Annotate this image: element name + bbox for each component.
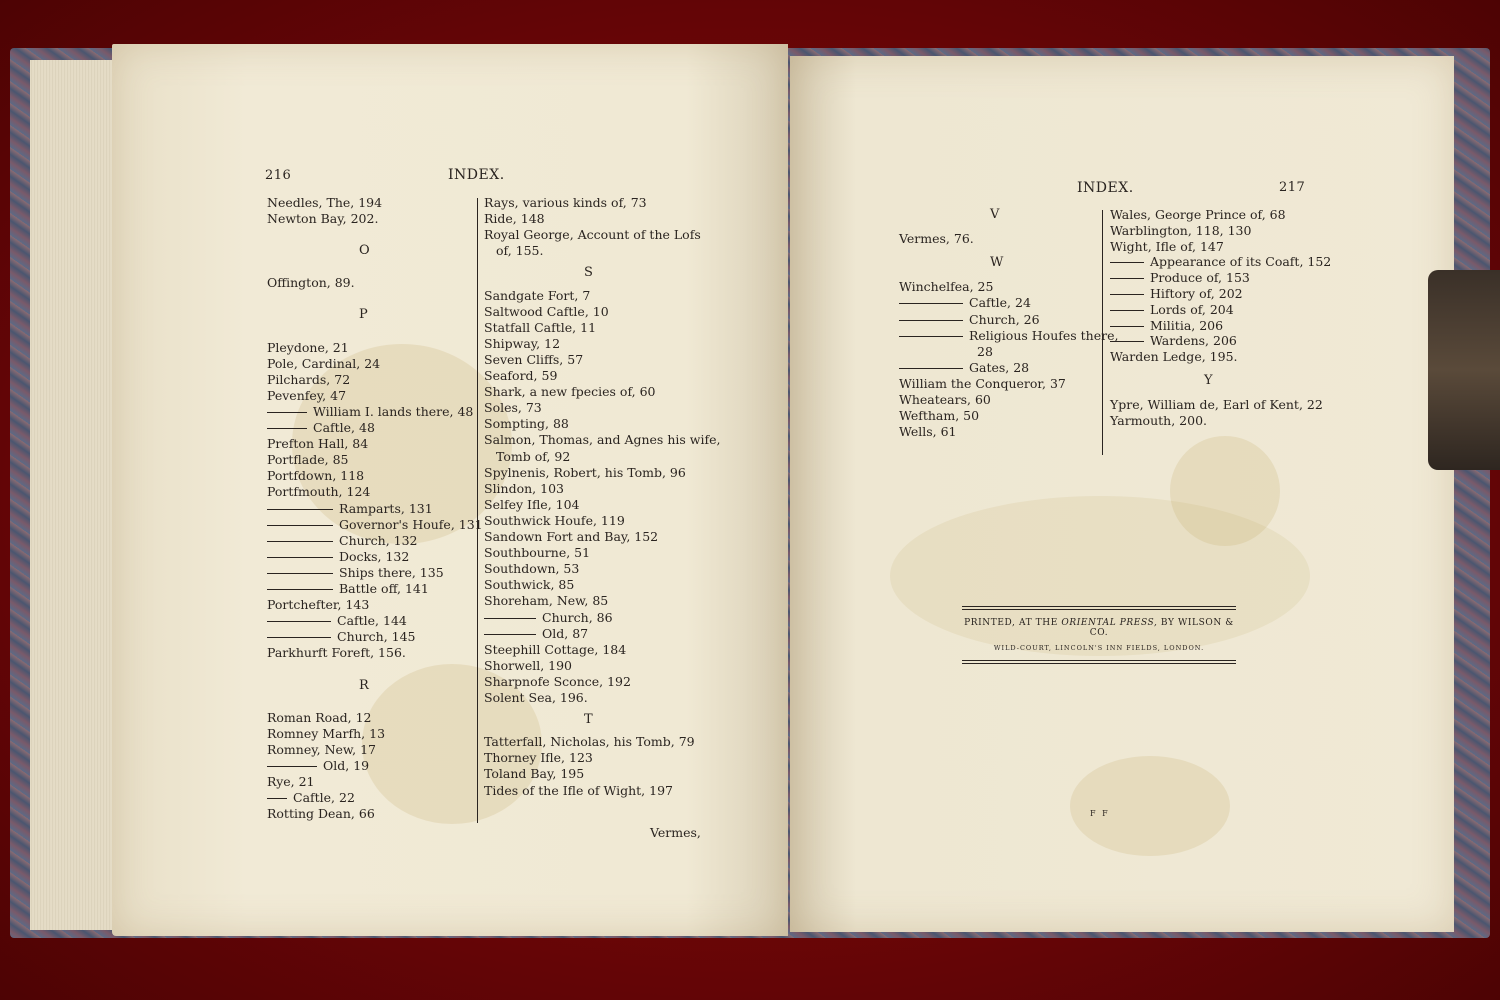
imprint-rule-bottom <box>962 660 1236 664</box>
index-entry-text: Needles, The, 194 <box>267 195 383 210</box>
imprint-rule-top <box>962 606 1236 610</box>
index-entry-text: Old, 87 <box>542 625 589 641</box>
index-entry <box>267 275 355 291</box>
index-entry <box>1110 270 1250 286</box>
index-entry-text: Caftle, 22 <box>293 790 355 806</box>
index-entry-text: Ride, 148 <box>484 211 545 227</box>
index-entry-text: Romney, New, 17 <box>267 741 376 757</box>
index-entry-text: Saltwood Caftle, 10 <box>484 303 609 319</box>
index-entry <box>899 376 1066 392</box>
index-entry-text: Yarmouth, 200. <box>1110 412 1207 428</box>
index-entry <box>267 790 355 806</box>
index-entry <box>267 517 483 533</box>
section-letter: V <box>990 207 1000 222</box>
metal-clasp <box>1428 270 1500 470</box>
section-letter: R <box>359 677 369 693</box>
index-entry <box>267 404 473 420</box>
index-entry <box>267 565 444 581</box>
index-entry <box>267 388 346 404</box>
index-entry-text: Church, 26 <box>969 311 1040 327</box>
index-entry-text: Wardens, 206 <box>1150 333 1237 349</box>
index-entry <box>484 416 569 432</box>
index-entry-text: Rays, various kinds of, 73 <box>484 195 647 210</box>
index-entry-text: Gates, 28 <box>969 359 1030 375</box>
index-entry-text: Wheatears, 60 <box>899 392 991 407</box>
index-entry-text: Wells, 61 <box>899 424 957 440</box>
index-entry-text: Solent Sea, 196. <box>484 690 588 705</box>
index-entry-text: Soles, 73 <box>484 400 542 416</box>
index-entry <box>484 288 590 304</box>
index-entry <box>484 368 557 384</box>
index-entry <box>484 227 701 243</box>
index-entry-text: Battle off, 141 <box>339 581 429 596</box>
index-entry <box>267 436 368 452</box>
index-entry-text: Pole, Cardinal, 24 <box>267 355 381 371</box>
index-entry <box>267 468 364 484</box>
index-entry-text: Southbourne, 51 <box>484 545 591 561</box>
index-entry-text: 28 <box>977 343 993 359</box>
index-entry <box>484 481 564 497</box>
index-entry <box>484 577 574 593</box>
ditto-dash <box>267 621 331 622</box>
index-entry <box>267 549 409 565</box>
index-entry-text: Produce of, 153 <box>1150 270 1250 286</box>
ditto-dash <box>267 573 333 574</box>
index-entry <box>484 465 686 481</box>
index-entry <box>267 484 370 500</box>
index-entry-text: Portchefter, 143 <box>267 597 370 613</box>
ditto-dash <box>899 303 963 304</box>
ditto-dash <box>267 557 333 558</box>
signature-mark: F F <box>1090 809 1110 818</box>
index-entry <box>267 356 380 372</box>
index-entry-text: Seven Cliffs, 57 <box>484 351 584 367</box>
index-entry-text: Old, 19 <box>323 757 370 773</box>
index-entry <box>267 710 372 726</box>
index-entry <box>1110 349 1238 365</box>
section-letter: O <box>359 243 370 259</box>
index-entry <box>267 774 315 790</box>
ditto-dash <box>1110 310 1144 311</box>
index-entry-text: Shipway, 12 <box>484 335 561 351</box>
ditto-dash <box>267 412 307 413</box>
ditto-dash <box>899 336 963 337</box>
ditto-dash <box>267 428 307 429</box>
index-entry-text: Seaford, 59 <box>484 368 558 383</box>
index-entry-text: Romney Marfh, 13 <box>267 725 386 741</box>
index-entry <box>484 766 584 782</box>
section-letter: W <box>990 255 1004 271</box>
index-entry-text: Militia, 206 <box>1150 317 1224 333</box>
index-entry <box>484 513 625 529</box>
index-entry-text: Slindon, 103 <box>484 480 564 496</box>
index-entry <box>899 279 993 295</box>
index-entry <box>484 642 626 658</box>
index-entry <box>484 529 658 545</box>
index-entry <box>899 392 991 408</box>
index-entry-text: Vermes, 76. <box>899 231 974 247</box>
index-entry-text: Pilchards, 72 <box>267 371 351 387</box>
index-entry <box>484 304 609 320</box>
index-entry <box>496 243 544 259</box>
column-divider <box>477 198 478 823</box>
section-letter: P <box>359 307 368 323</box>
index-entry-text: Tides of the Ifle of Wight, 197 <box>484 782 673 798</box>
index-entry <box>1110 239 1224 255</box>
index-entry-text: Southwick Houfe, 119 <box>484 512 625 528</box>
index-entry-text: Royal George, Account of the Lofs <box>484 227 701 243</box>
page-number-left: 216 <box>265 168 292 183</box>
index-entry <box>267 420 375 436</box>
ditto-dash <box>267 509 333 510</box>
index-entry-text: Pleydone, 21 <box>267 339 349 355</box>
index-entry <box>484 352 583 368</box>
ditto-dash <box>267 798 287 799</box>
index-entry-text: Governor's Houfe, 131 <box>339 516 483 532</box>
ditto-dash <box>899 320 963 321</box>
index-entry <box>267 806 375 822</box>
index-entry-text: Warden Ledge, 195. <box>1110 349 1238 365</box>
index-entry <box>267 211 378 227</box>
imprint-line-1: PRINTED, AT THE ORIENTAL PRESS, BY WILSON & CO. <box>964 618 1234 638</box>
index-entry <box>899 408 979 424</box>
index-entry-text: Ships there, 135 <box>339 564 444 580</box>
index-entry <box>267 501 433 517</box>
index-entry <box>267 452 348 468</box>
index-entry-text: Roman Road, 12 <box>267 709 372 725</box>
index-entry-text: Toland Bay, 195 <box>484 766 585 782</box>
index-entry <box>484 783 673 799</box>
page-edges <box>30 60 120 930</box>
index-entry <box>899 295 1031 311</box>
index-entry-text: Statfall Caftle, 11 <box>484 319 597 335</box>
index-entry <box>267 581 429 597</box>
page-number-right: 217 <box>1279 180 1306 195</box>
index-entry <box>1110 223 1251 239</box>
index-entry-text: Sandown Fort and Bay, 152 <box>484 529 659 544</box>
index-entry <box>1110 318 1223 334</box>
index-entry <box>1110 286 1243 302</box>
index-entry-text: Caftle, 24 <box>969 295 1031 311</box>
index-entry <box>267 340 349 356</box>
index-entry-text: Rye, 21 <box>267 774 315 789</box>
index-entry-text: Spylnenis, Robert, his Tomb, 96 <box>484 464 686 480</box>
index-entry-text: Offington, 89. <box>267 275 355 291</box>
index-entry-text: William the Conqueror, 37 <box>899 375 1066 391</box>
index-entry-text: Sandgate Fort, 7 <box>484 287 591 303</box>
index-entry-text: Shoreham, New, 85 <box>484 593 609 609</box>
index-entry-text: William I. lands there, 48 <box>313 403 474 419</box>
index-entry <box>899 328 1118 344</box>
index-entry <box>484 626 588 642</box>
index-entry <box>1110 397 1323 413</box>
index-entry <box>484 561 579 577</box>
index-entry <box>1110 207 1286 223</box>
index-entry <box>484 690 588 706</box>
index-entry <box>899 312 1040 328</box>
index-entry-text: Warblington, 118, 130 <box>1110 222 1252 238</box>
imprint-line-2: WILD-COURT, LINCOLN'S INN FIELDS, LONDON. <box>993 644 1205 652</box>
ditto-dash <box>1110 326 1144 327</box>
index-entry-text: Tatterfall, Nicholas, his Tomb, 79 <box>484 734 695 750</box>
index-entry <box>1110 413 1207 429</box>
section-letter: Y <box>1204 373 1213 388</box>
index-entry-text: Shorwell, 190 <box>484 657 573 673</box>
index-entry-text: Southwick, 85 <box>484 577 575 593</box>
index-entry <box>899 360 1029 376</box>
index-entry-text: Church, 132 <box>339 532 418 548</box>
index-entry <box>899 231 974 247</box>
ditto-dash <box>267 637 331 638</box>
catchword: Vermes, <box>650 825 701 840</box>
section-letter: T <box>584 712 593 728</box>
index-entry <box>1110 333 1237 349</box>
index-entry <box>267 597 369 613</box>
index-entry-text: Parkhurft Foreft, 156. <box>267 645 406 661</box>
index-entry <box>484 432 720 448</box>
index-entry-text: Portfmouth, 124 <box>267 484 371 500</box>
index-entry-text: Thorney Ifle, 123 <box>484 750 593 766</box>
index-entry-text: Rotting Dean, 66 <box>267 806 375 822</box>
index-entry-text: Wales, George Prince of, 68 <box>1110 207 1286 222</box>
ditto-dash <box>1110 278 1144 279</box>
index-entry-text: Church, 145 <box>337 629 416 645</box>
ditto-dash <box>267 541 333 542</box>
index-entry <box>267 726 385 742</box>
index-entry <box>484 320 596 336</box>
index-entry <box>484 750 593 766</box>
index-entry <box>484 658 572 674</box>
index-entry <box>484 734 695 750</box>
index-entry <box>484 674 631 690</box>
index-entry-text: Hiftory of, 202 <box>1150 286 1243 301</box>
page-header-left: INDEX. <box>448 167 505 183</box>
index-entry-text: Steephill Cottage, 184 <box>484 641 627 657</box>
index-entry <box>484 384 655 400</box>
index-entry <box>484 400 542 416</box>
index-entry-text: Ramparts, 131 <box>339 500 433 516</box>
index-entry-text: Selfey Ifle, 104 <box>484 496 580 512</box>
index-entry <box>484 211 545 227</box>
index-entry <box>1110 302 1234 318</box>
ditto-dash <box>899 368 963 369</box>
ditto-dash <box>1110 262 1144 263</box>
index-entry <box>484 195 647 211</box>
index-entry <box>267 758 369 774</box>
index-entry-text: of, 155. <box>496 243 544 259</box>
index-entry <box>267 629 416 645</box>
index-entry-text: Ypre, William de, Earl of Kent, 22 <box>1110 396 1323 412</box>
index-entry-text: Church, 86 <box>542 609 613 625</box>
index-entry <box>484 545 590 561</box>
ditto-dash <box>267 525 333 526</box>
index-entry-text: Sharpnofe Sconce, 192 <box>484 673 631 689</box>
index-entry-text: Portflade, 85 <box>267 452 349 468</box>
index-entry <box>496 449 570 465</box>
index-entry-text: Tomb of, 92 <box>496 448 571 464</box>
ditto-dash <box>484 618 536 619</box>
index-entry <box>267 742 376 758</box>
index-entry-text: Religious Houfes there, <box>969 327 1119 343</box>
index-entry-text: Winchelfea, 25 <box>899 279 994 295</box>
index-entry-text: Salmon, Thomas, and Agnes his wife, <box>484 432 721 448</box>
index-entry <box>899 424 957 440</box>
index-entry <box>484 336 560 352</box>
index-entry <box>484 497 580 513</box>
index-entry <box>484 610 613 626</box>
index-entry-text: Southdown, 53 <box>484 561 580 577</box>
index-entry-text: Prefton Hall, 84 <box>267 436 369 452</box>
printer-imprint <box>962 606 1236 664</box>
ditto-dash <box>484 634 536 635</box>
index-entry-text: Newton Bay, 202. <box>267 211 379 227</box>
index-entry <box>977 344 993 360</box>
ditto-dash <box>1110 341 1144 342</box>
index-entry-text: Pevenfey, 47 <box>267 387 347 403</box>
index-entry <box>267 372 350 388</box>
ditto-dash <box>267 589 333 590</box>
ditto-dash <box>1110 294 1144 295</box>
index-entry <box>267 645 406 661</box>
index-entry-text: Appearance of its Coaft, 152 <box>1150 254 1332 270</box>
index-entry-text: Caftle, 144 <box>337 613 407 629</box>
ditto-dash <box>267 766 317 767</box>
index-entry-text: Weftham, 50 <box>899 408 980 424</box>
page-header-right: INDEX. <box>1077 180 1134 196</box>
index-entry <box>267 613 407 629</box>
section-letter: S <box>584 265 593 281</box>
column-divider <box>1102 210 1103 455</box>
index-entry-text: Lords of, 204 <box>1150 301 1234 317</box>
index-entry <box>267 533 418 549</box>
index-entry <box>267 195 382 211</box>
index-entry <box>484 593 608 609</box>
index-entry <box>1110 254 1331 270</box>
index-entry-text: Docks, 132 <box>339 548 410 564</box>
index-entry-text: Sompting, 88 <box>484 416 569 432</box>
index-entry-text: Portfdown, 118 <box>267 468 365 484</box>
index-entry-text: Caftle, 48 <box>313 420 375 435</box>
index-entry-text: Shark, a new fpecies of, 60 <box>484 384 656 400</box>
index-entry-text: Wight, Ifle of, 147 <box>1110 238 1224 254</box>
